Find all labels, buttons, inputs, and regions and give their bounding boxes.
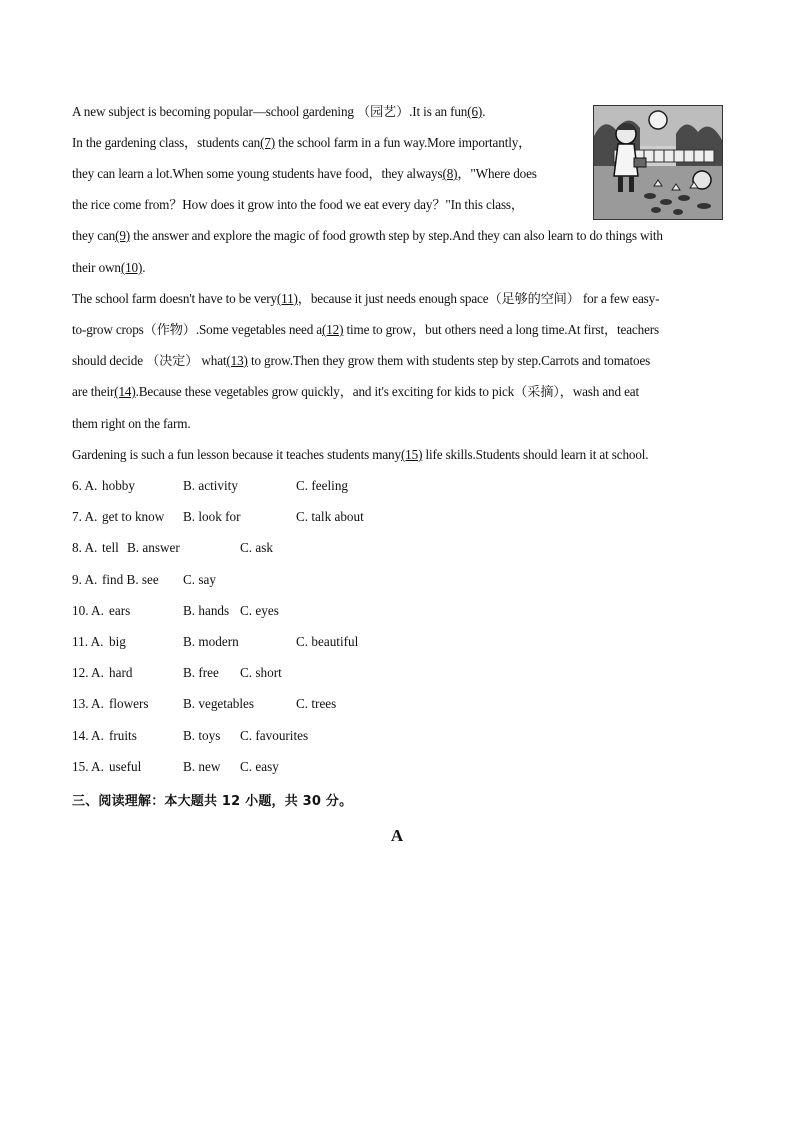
passage-line: to-grow crops（作物）.Some vegetables need a(12) time to grow，but others need a long time.At first，teachers <box>72 322 660 337</box>
option-c[interactable]: C. short <box>240 665 282 680</box>
option-c[interactable]: C. talk about <box>296 509 364 524</box>
option-b[interactable]: B. answer <box>127 540 180 555</box>
option-b[interactable]: B. new <box>183 759 221 774</box>
option-a[interactable]: flowers <box>109 696 149 711</box>
option-c[interactable]: C. trees <box>296 696 337 711</box>
option-a[interactable]: ears <box>109 603 131 618</box>
blank-6: (6) <box>467 104 483 119</box>
option-c[interactable]: C. ask <box>240 540 273 555</box>
option-b[interactable]: B. vegetables <box>183 696 255 711</box>
option-a[interactable]: hard <box>109 665 133 680</box>
option-c[interactable]: C. easy <box>240 759 279 774</box>
blank-14: (14) <box>114 384 136 399</box>
blank-7: (7) <box>260 135 276 150</box>
passage-line: Gardening is such a fun lesson because it teaches students many(15) life skills.Students should learn it at school. <box>72 447 649 462</box>
option-b[interactable]: B. look for <box>183 509 241 524</box>
blank-10: (10) <box>120 260 143 275</box>
option-c[interactable]: C. favourites <box>240 728 309 743</box>
option-b[interactable]: B. modern <box>183 634 239 649</box>
passage-line: The school farm doesn't have to be very(11)，because it just needs enough space（足够的空间） for a few easy- <box>72 291 660 306</box>
option-a[interactable]: tell <box>102 540 119 555</box>
passage-line: are their(14).Because these vegetables grow quickly，and it's exciting for kids to pick（采摘），wash and eat <box>72 384 640 399</box>
passage-line: the rice come from？How does it grow into the food we eat every day？"In this class， <box>72 197 524 212</box>
option-a[interactable]: big <box>109 634 126 649</box>
option-a[interactable]: useful <box>109 759 142 774</box>
gardening-illustration <box>593 105 723 220</box>
passage-line: In the gardening class，students can(7) the school farm in a fun way.More importantly， <box>72 135 532 150</box>
passage-line: them right on the farm. <box>72 416 191 431</box>
passage-line: their own(10). <box>72 260 146 275</box>
option-b[interactable]: B. free <box>183 665 219 680</box>
option-a[interactable]: find B. see <box>102 572 159 587</box>
blank-9: (9) <box>115 228 131 243</box>
blank-8: (8) <box>442 166 458 181</box>
passage-line: should decide （决定） what(13) to grow.Then they grow them with students step by step.Carrots and tomatoes <box>72 353 651 368</box>
section-title: 三、阅读理解：本大题共 12 小题，共 30 分。 <box>72 794 353 809</box>
passage-line: A new subject is becoming popular—school gardening （园艺）.It is an fun(6). <box>72 104 486 119</box>
worksheet-page: A new subject is becoming popular—school gardening （园艺）.It is an fun(6). In the gardening class，students can(7) the school farm in a fun way.More importantly， they can learn a lot.When some young students have food，they always(8)，"Where does the rice come from？How does it grow into the food we eat every day？"In this class， they can(9) the answer and explore the magic of food growth step by step.And they can also learn to do things with their own(10). The school farm doesn't have to be very(11)，because it just needs enough space（足够的空间） for a few easy- to-grow crops（作物）.Some vegetables need a(12) time to grow，but others need a long time.At first，teachers should decide （决定） what(13) to grow.Then they grow them with students step by step.Carrots and tomatoes are their(14).Because these vegetables grow quickly，and it's exciting for kids to pick（采摘），wash and eat them right on the farm. Gardening is such a fun lesson because it teaches students many(15) life skills.Students should learn it at school. 6. A. hobby B. activity C. feeling 7. A. get to know B. look for C. talk about 8. A. tell B. answer C. ask 9. A. find B. see C. say 10. A. ears B. hands C. eyes 11. A. big B. modern C. beautiful 12. A. hard B. free C. short 13. A. flowers B. vegetables C. trees 14. A. fruits B. toys C. favourites 15. A. useful B. new C. easy 三、阅读理解：本大题共 12 小题，共 30 分。 A <box>0 0 794 1123</box>
blank-13: (13) <box>226 353 248 368</box>
option-c[interactable]: C. feeling <box>296 478 349 493</box>
option-a[interactable]: get to know <box>102 509 165 524</box>
option-c[interactable]: C. eyes <box>240 603 279 618</box>
blank-11: (11) <box>276 291 298 306</box>
part-heading: A <box>390 826 404 845</box>
passage-line: they can learn a lot.When some young students have food，they always(8)，"Where does <box>72 166 537 181</box>
option-b[interactable]: B. activity <box>183 478 238 493</box>
passage-line: they can(9) the answer and explore the magic of food growth step by step.And they can also learn to do things with <box>72 228 663 243</box>
blank-15: (15) <box>400 447 423 462</box>
option-b[interactable]: B. toys <box>183 728 221 743</box>
option-c[interactable]: C. beautiful <box>296 634 359 649</box>
option-b[interactable]: B. hands <box>183 603 230 618</box>
option-a[interactable]: hobby <box>102 478 135 493</box>
option-c[interactable]: C. say <box>183 572 216 587</box>
blank-12: (12) <box>322 322 344 337</box>
option-a[interactable]: fruits <box>109 728 137 743</box>
